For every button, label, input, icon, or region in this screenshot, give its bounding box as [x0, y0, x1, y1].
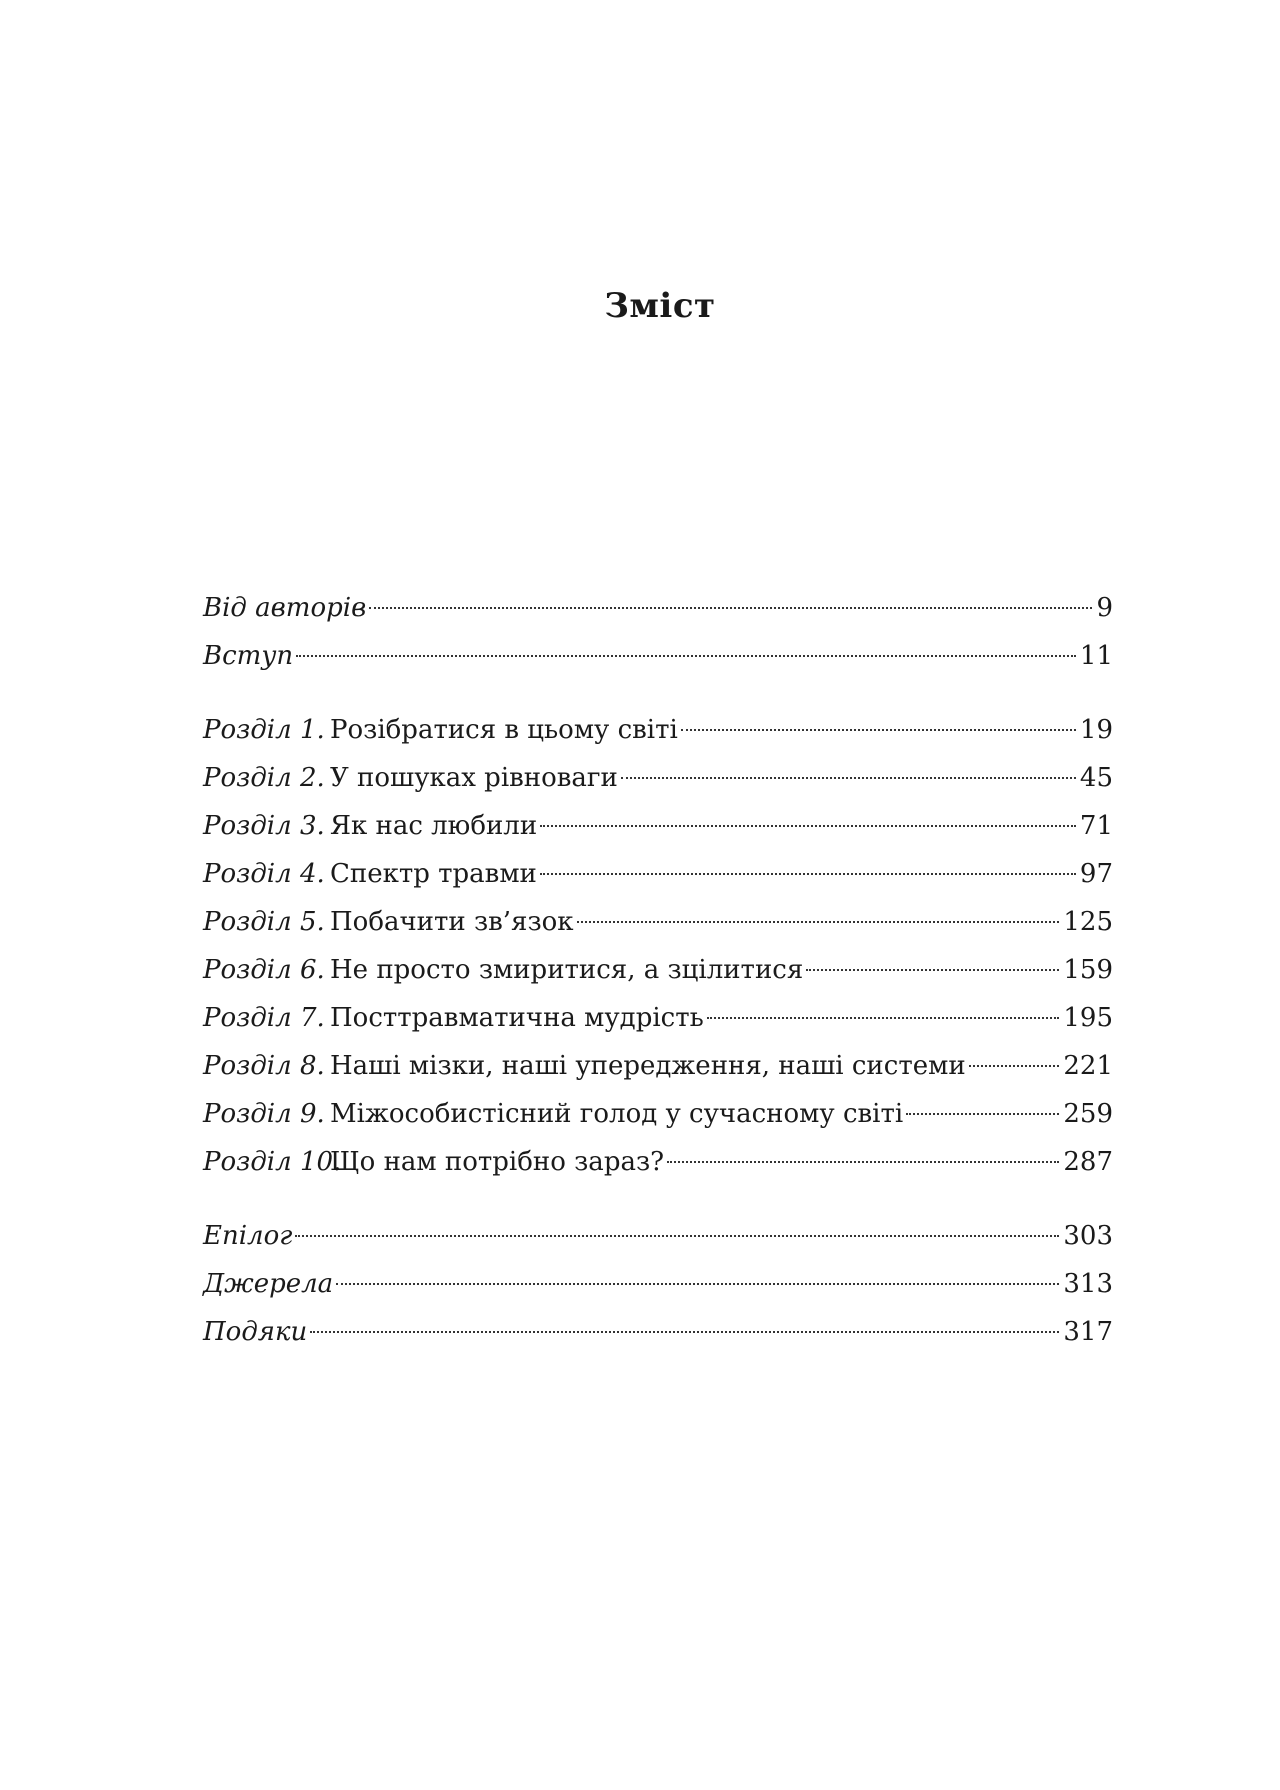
dot-leader	[336, 1283, 1059, 1285]
page-number: 71	[1079, 811, 1113, 841]
toc-entry	[203, 850, 1113, 898]
toc-entry	[203, 706, 1113, 754]
entry-title: Міжособистісний голод у сучасному світі	[330, 1099, 904, 1129]
page-number: 287	[1063, 1147, 1113, 1177]
toc-entry	[203, 584, 1113, 632]
entry-title: Побачити зв’язок	[330, 907, 574, 937]
chapter-number: Розділ 9.	[203, 1099, 325, 1129]
entry-title: Джерела	[203, 1269, 334, 1299]
toc-entry	[203, 1308, 1113, 1356]
dot-leader	[296, 655, 1076, 657]
toc-entry	[203, 946, 1113, 994]
chapter-number: Розділ 2.	[203, 763, 325, 793]
page-number: 221	[1063, 1051, 1113, 1081]
entry-title: Розібратися в цьому світі	[330, 715, 678, 745]
page-number: 45	[1079, 763, 1113, 793]
entry-title: Не просто змиритися, а зцілитися	[330, 955, 804, 985]
page-number: 19	[1079, 715, 1113, 745]
dot-leader	[295, 1235, 1059, 1237]
toc-entry	[203, 994, 1113, 1042]
dot-leader	[969, 1065, 1060, 1067]
table-of-contents	[203, 584, 1113, 1356]
dot-leader	[577, 921, 1060, 923]
chapter-number: Розділ 5.	[203, 907, 325, 937]
entry-title: Епілог	[203, 1221, 293, 1251]
entry-title: Від авторів	[203, 593, 367, 623]
page-number: 11	[1079, 641, 1113, 671]
dot-leader	[540, 825, 1076, 827]
dot-leader	[369, 607, 1092, 609]
toc-entry	[203, 1138, 1113, 1186]
toc-entry	[203, 1212, 1113, 1260]
entry-title: Що нам потрібно зараз?	[330, 1147, 665, 1177]
toc-entry	[203, 898, 1113, 946]
entry-title: У пошуках рівноваги	[330, 763, 618, 793]
chapter-number: Розділ 7.	[203, 1003, 325, 1033]
entry-title: Посттравматична мудрість	[330, 1003, 704, 1033]
entry-title: Подяки	[203, 1317, 308, 1347]
chapter-number: Розділ 8.	[203, 1051, 325, 1081]
dot-leader	[621, 777, 1076, 779]
dot-leader	[806, 969, 1059, 971]
toc-group	[203, 706, 1113, 1186]
toc-entry	[203, 802, 1113, 850]
page-number: 9	[1096, 593, 1113, 623]
page-number: 195	[1063, 1003, 1113, 1033]
page-number: 317	[1063, 1317, 1113, 1347]
toc-entry	[203, 754, 1113, 802]
entry-title: Вступ	[203, 641, 294, 671]
dot-leader	[540, 873, 1076, 875]
page-number: 303	[1063, 1221, 1113, 1251]
page-number: 313	[1063, 1269, 1113, 1299]
chapter-number: Розділ 4.	[203, 859, 325, 889]
toc-entry	[203, 632, 1113, 680]
toc-group	[203, 584, 1113, 680]
page-number: 259	[1063, 1099, 1113, 1129]
toc-entry	[203, 1042, 1113, 1090]
dot-leader	[681, 729, 1076, 731]
dot-leader	[310, 1331, 1059, 1333]
page-number: 159	[1063, 955, 1113, 985]
entry-title: Як нас любили	[330, 811, 538, 841]
chapter-number: Розділ 3.	[203, 811, 325, 841]
dot-leader	[906, 1113, 1059, 1115]
entry-title: Спектр травми	[330, 859, 537, 889]
toc-entry	[203, 1260, 1113, 1308]
entry-title: Наші мізки, наші упередження, наші системи	[330, 1051, 966, 1081]
dot-leader	[667, 1161, 1059, 1163]
toc-group	[203, 1212, 1113, 1356]
chapter-number: Розділ 1.	[203, 715, 325, 745]
page-number: 97	[1079, 859, 1113, 889]
dot-leader	[707, 1017, 1060, 1019]
chapter-number: Розділ 6.	[203, 955, 325, 985]
toc-entry	[203, 1090, 1113, 1138]
chapter-number: Розділ 10.	[203, 1147, 342, 1177]
page-number: 125	[1063, 907, 1113, 937]
page-title: Зміст	[604, 286, 716, 326]
